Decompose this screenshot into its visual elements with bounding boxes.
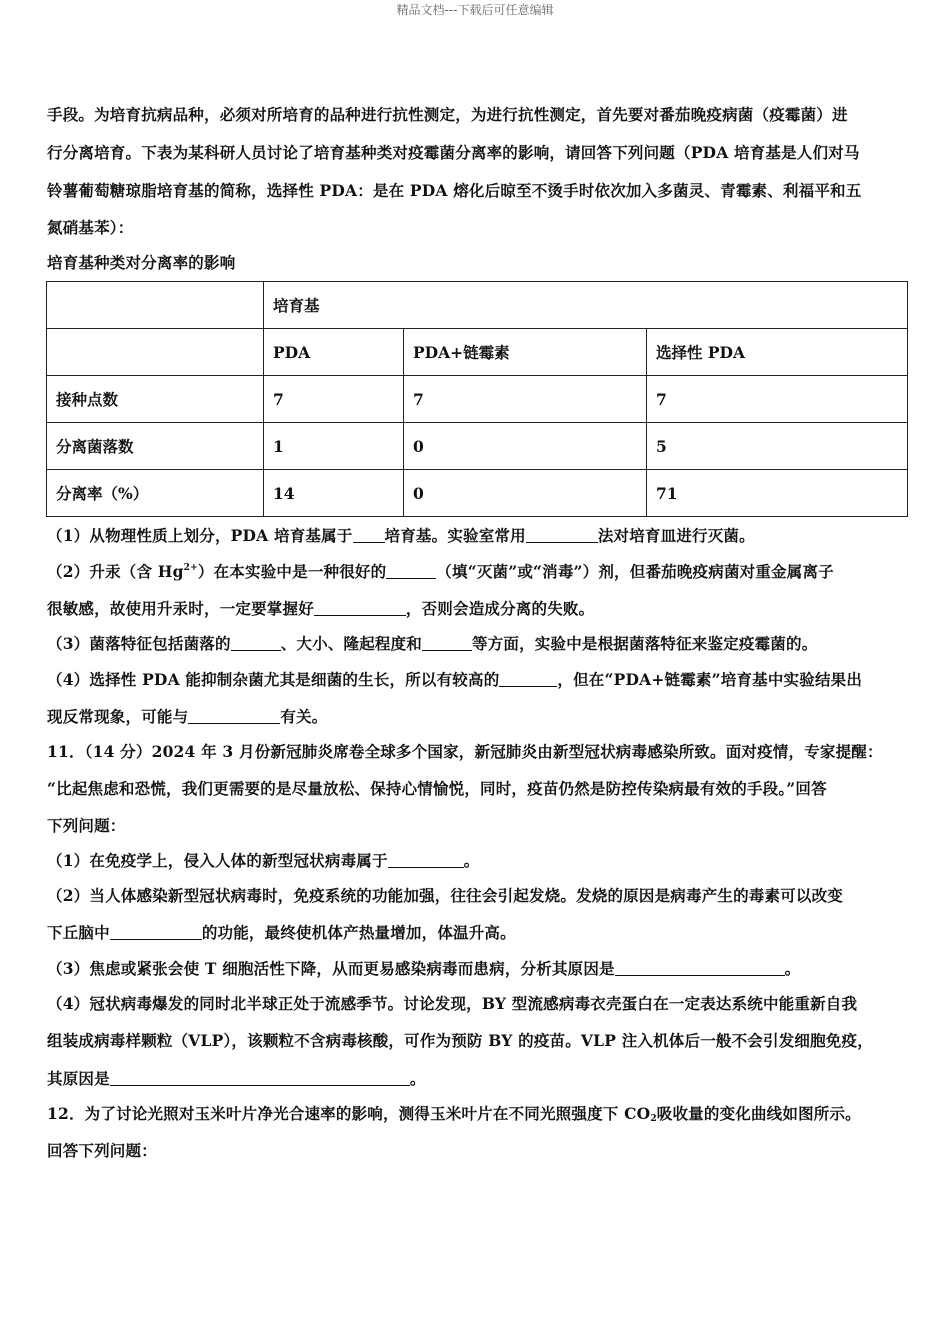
- text: 。: [409, 1069, 426, 1088]
- column-header: PDA: [264, 329, 404, 376]
- superscript: 2+: [183, 563, 198, 573]
- table-cell: 0: [404, 423, 647, 470]
- answer-blank: [499, 671, 557, 687]
- q11-stem-1: 11．（14 分）2024 年 3 月份新冠肺炎席卷全球多个国家，新冠肺炎由新型冠状病毒感染所致。面对疫情，专家提醒：: [47, 742, 883, 761]
- page-header: 精品文档---下载后可任意编辑: [396, 3, 554, 17]
- table-cell: 7: [404, 376, 647, 423]
- text: ，否则会造成分离的失败。: [405, 599, 595, 618]
- table-caption: 培育基种类对分离率的影响: [47, 253, 236, 272]
- q10-part-4: [47, 668, 862, 690]
- q11-part-4: （4）冠状病毒爆发的同时北半球正处于流感季节。讨论发现，BY 型流感病毒衣壳蛋白在一定表达系统中能重新自我: [47, 994, 858, 1013]
- q12-stem-1: [47, 1102, 861, 1124]
- table-cell: 1: [264, 423, 404, 470]
- intro-line-3: 铃薯葡萄糖琼脂培育基的简称，选择性 PDA：是在 PDA 熔化后晾至不烫手时依次加入多菌灵、青霉素、利福平和五: [47, 181, 862, 200]
- text: 12．为了讨论光照对玉米叶片净光合速率的影响，测得玉米叶片在不同光照强度下 CO: [47, 1104, 651, 1123]
- text: 吸收量的变化曲线如图所示。: [656, 1104, 861, 1123]
- text: （填“灭菌”或“消毒”）剂，但番茄晚疫病菌对重金属离子: [436, 562, 834, 581]
- table-cell: 7: [647, 376, 908, 423]
- q10-part-2-cont: [47, 597, 594, 619]
- text: 其原因是: [47, 1069, 110, 1088]
- answer-blank: [110, 924, 202, 940]
- q11-part-4-cont: 组装成病毒样颗粒（VLP），该颗粒不含病毒核酸，可作为预防 BY 的疫苗。VLP 注入机体后一般不会引发细胞免疫，: [47, 1031, 873, 1050]
- text: 的功能，最终使机体产热量增加，体温升高。: [201, 923, 516, 942]
- text: （4）选择性 PDA 能抑制杂菌尤其是细菌的生长，所以有较高的: [47, 670, 500, 689]
- row-label: 接种点数: [47, 376, 264, 423]
- answer-blank: [188, 708, 280, 724]
- q11-part-3: [47, 957, 800, 979]
- answer-blank: [422, 635, 472, 651]
- column-header: 选择性 PDA: [647, 329, 908, 376]
- subscript: 2: [650, 1114, 657, 1124]
- q11-part-1: [47, 849, 479, 871]
- text: （1）在免疫学上，侵入人体的新型冠状病毒属于: [47, 851, 388, 870]
- text: ）在本实验中是一种很好的: [197, 562, 387, 581]
- intro-line-1: 手段。为培育抗病品种，必须对所培育的品种进行抗性测定，为进行抗性测定，首先要对番茄晚疫病菌（疫霉菌）进: [47, 105, 848, 124]
- table-cell: 7: [264, 376, 404, 423]
- table-row: [47, 282, 908, 329]
- answer-blank: [314, 600, 406, 616]
- answer-blank: [353, 527, 385, 543]
- q10-part-3: [47, 632, 817, 654]
- table-row: [47, 329, 908, 376]
- text: ，但在“PDA+链霉素”培育基中实验结果出: [557, 670, 863, 689]
- q11-part-4-cont2: [47, 1067, 426, 1089]
- text: 。: [463, 851, 480, 870]
- text: 很敏感，故使用升汞时，一定要掌握好: [47, 599, 314, 618]
- answer-blank: [388, 852, 464, 868]
- text: 培育基。实验室常用: [384, 526, 526, 545]
- q11-part-2-cont: [47, 921, 516, 943]
- text: （1）从物理性质上划分，PDA 培育基属于: [47, 526, 353, 545]
- answer-blank: [386, 563, 436, 579]
- q10-part-1: [47, 524, 755, 546]
- text: （3）菌落特征包括菌落的: [47, 634, 231, 653]
- q12-stem-2: 回答下列问题：: [47, 1141, 157, 1160]
- text: 下丘脑中: [47, 923, 110, 942]
- answer-blank: [615, 960, 785, 976]
- text: 现反常现象，可能与: [47, 707, 189, 726]
- q10-part-4-cont: [47, 705, 327, 727]
- column-header: PDA+链霉素: [404, 329, 647, 376]
- table-group-header: 培育基: [264, 282, 908, 329]
- table-cell: 14: [264, 470, 404, 517]
- table-cell-empty: [47, 282, 264, 329]
- text: （2）升汞（含 Hg: [47, 562, 184, 581]
- q11-part-2: （2）当人体感染新型冠状病毒时，免疫系统的功能加强，往往会引起发烧。发烧的原因是病毒产生的毒素可以改变: [47, 886, 843, 905]
- text: 等方面，实验中是根据菌落特征来鉴定疫霉菌的。: [472, 634, 818, 653]
- row-label: 分离率（%）: [47, 470, 264, 517]
- table-cell: 0: [404, 470, 647, 517]
- text: 法对培育皿进行灭菌。: [597, 526, 755, 545]
- answer-blank: [110, 1070, 410, 1086]
- intro-line-4: 氮硝基苯）：: [47, 218, 134, 237]
- text: 、大小、隆起程度和: [280, 634, 422, 653]
- text: 。: [784, 959, 801, 978]
- table-cell: 71: [647, 470, 908, 517]
- table-row: [47, 376, 908, 423]
- answer-blank: [231, 635, 281, 651]
- table-cell-empty: [47, 329, 264, 376]
- answer-blank: [526, 527, 598, 543]
- table-row: [47, 470, 908, 517]
- intro-line-2: 行分离培育。下表为某科研人员讨论了培育基种类对疫霉菌分离率的影响，请回答下列问题（PDA 培育基是人们对马: [47, 143, 860, 162]
- table-row: [47, 423, 908, 470]
- text: （3）焦虑或紧张会使 T 细胞活性下降，从而更易感染病毒而患病，分析其原因是: [47, 959, 615, 978]
- table-cell: 5: [647, 423, 908, 470]
- q11-stem-2: “比起焦虑和恐慌，我们更需要的是尽量放松、保持心情愉悦，同时，疫苗仍然是防控传染病最有效的手段。”回答: [47, 779, 827, 798]
- row-label: 分离菌落数: [47, 423, 264, 470]
- q10-part-2: [47, 560, 834, 582]
- culture-medium-table: [46, 281, 908, 517]
- q11-stem-3: 下列问题：: [47, 816, 126, 835]
- text: 有关。: [280, 707, 328, 726]
